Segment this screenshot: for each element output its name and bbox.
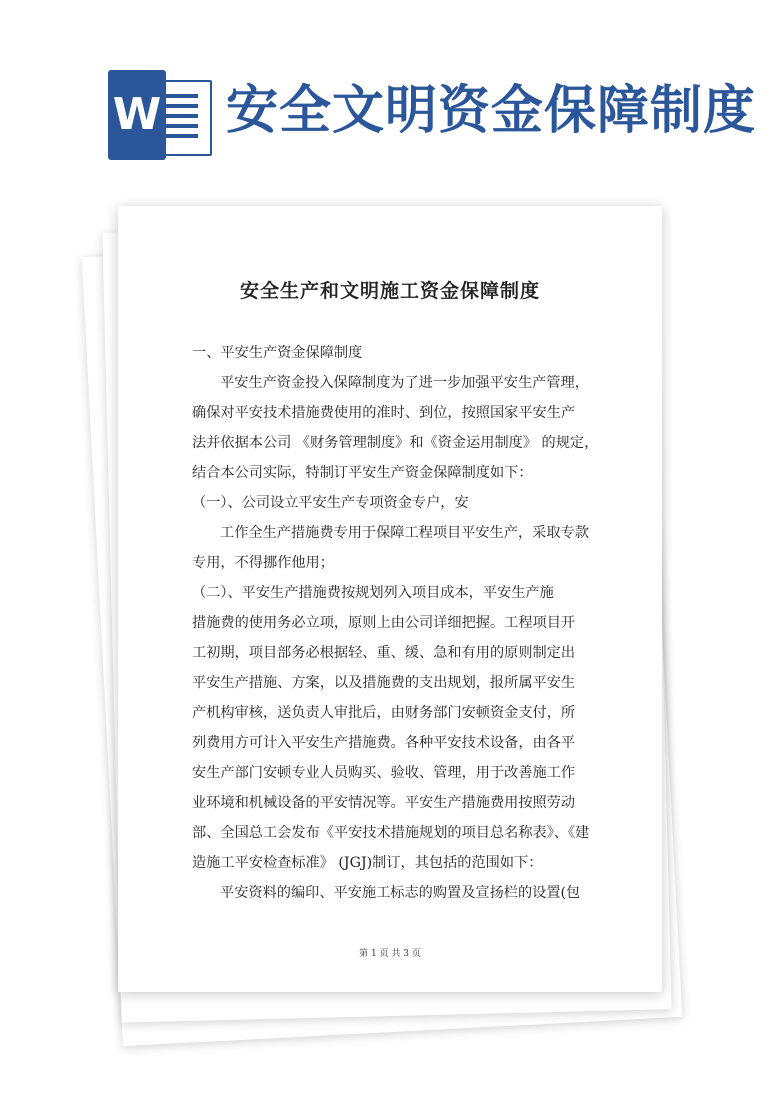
paragraph-line: 平安资料的编印、平安施工标志的购置及宣扬栏的设置(包 [220, 885, 581, 901]
paragraph-line: 专用，不得挪作他用； [192, 555, 334, 571]
paragraph-line: 部、全国总工会发布《平安技术措施规划的项目总名称表》、《建 [192, 825, 590, 841]
page-number: 第 1 页 共 3 页 [359, 949, 421, 959]
paragraph-line: （一）、公司设立平安生产专项资金专户，安 [192, 495, 469, 511]
paragraph-line: 平安生产措施、方案，以及措施费的支出规划，报所属平安生 [192, 675, 576, 691]
paragraph-line: 结合本公司实际，特制订平安生产资金保障制度如下： [192, 465, 533, 481]
word-document-icon [108, 70, 210, 160]
paragraph-line: 造施工平安检查标准》 (JGJ)制订，其包括的范围如下： [192, 855, 543, 871]
paragraph-line: 确保对平安技术措施费使用的准时、到位，按照国家平安生产 [192, 405, 576, 421]
banner-header [0, 0, 780, 200]
page-title: 安全生产和文明施工资金保障制度 [239, 280, 540, 302]
document-page [118, 206, 662, 992]
paragraph-line: 工作全生产措施费专用于保障工程项目平安生产，采取专款 [220, 525, 589, 541]
paragraph-line: 法并依据本公司 《财务管理制度》和《资金运用制度》 的规定， [192, 435, 599, 451]
paragraph-line: 安生产部门安顿专业人员购买、验收、管理，用于改善施工作 [192, 765, 576, 781]
section-heading: 一、平安生产资金保障制度 [192, 345, 363, 361]
document-body [192, 338, 612, 908]
paragraph-line: 工初期，项目部务必根据轻、重、缓、急和有用的原则制定出 [192, 645, 576, 661]
paragraph-line: 业环境和机械设备的平安情况等。平安生产措施费用按照劳动 [192, 795, 576, 811]
paragraph-line: 措施费的使用务必立项，原则上由公司详细把握。工程项目开 [192, 615, 576, 631]
paragraph-line: 列费用方可计入平安生产措施费。各种平安技术设备，由各平 [192, 735, 576, 751]
banner-title: 安全文明资金保障制度 [226, 81, 757, 141]
word-letter-badge: W [108, 70, 166, 160]
paragraph-line: （二）、平安生产措施费按规划列入项目成本，平安生产施 [192, 585, 554, 601]
paragraph-line: 平安生产资金投入保障制度为了进一步加强平安生产管理， [220, 375, 589, 391]
paragraph-line: 产机构审核，送负责人审批后，由财务部门安顿资金支付，所 [192, 705, 576, 721]
